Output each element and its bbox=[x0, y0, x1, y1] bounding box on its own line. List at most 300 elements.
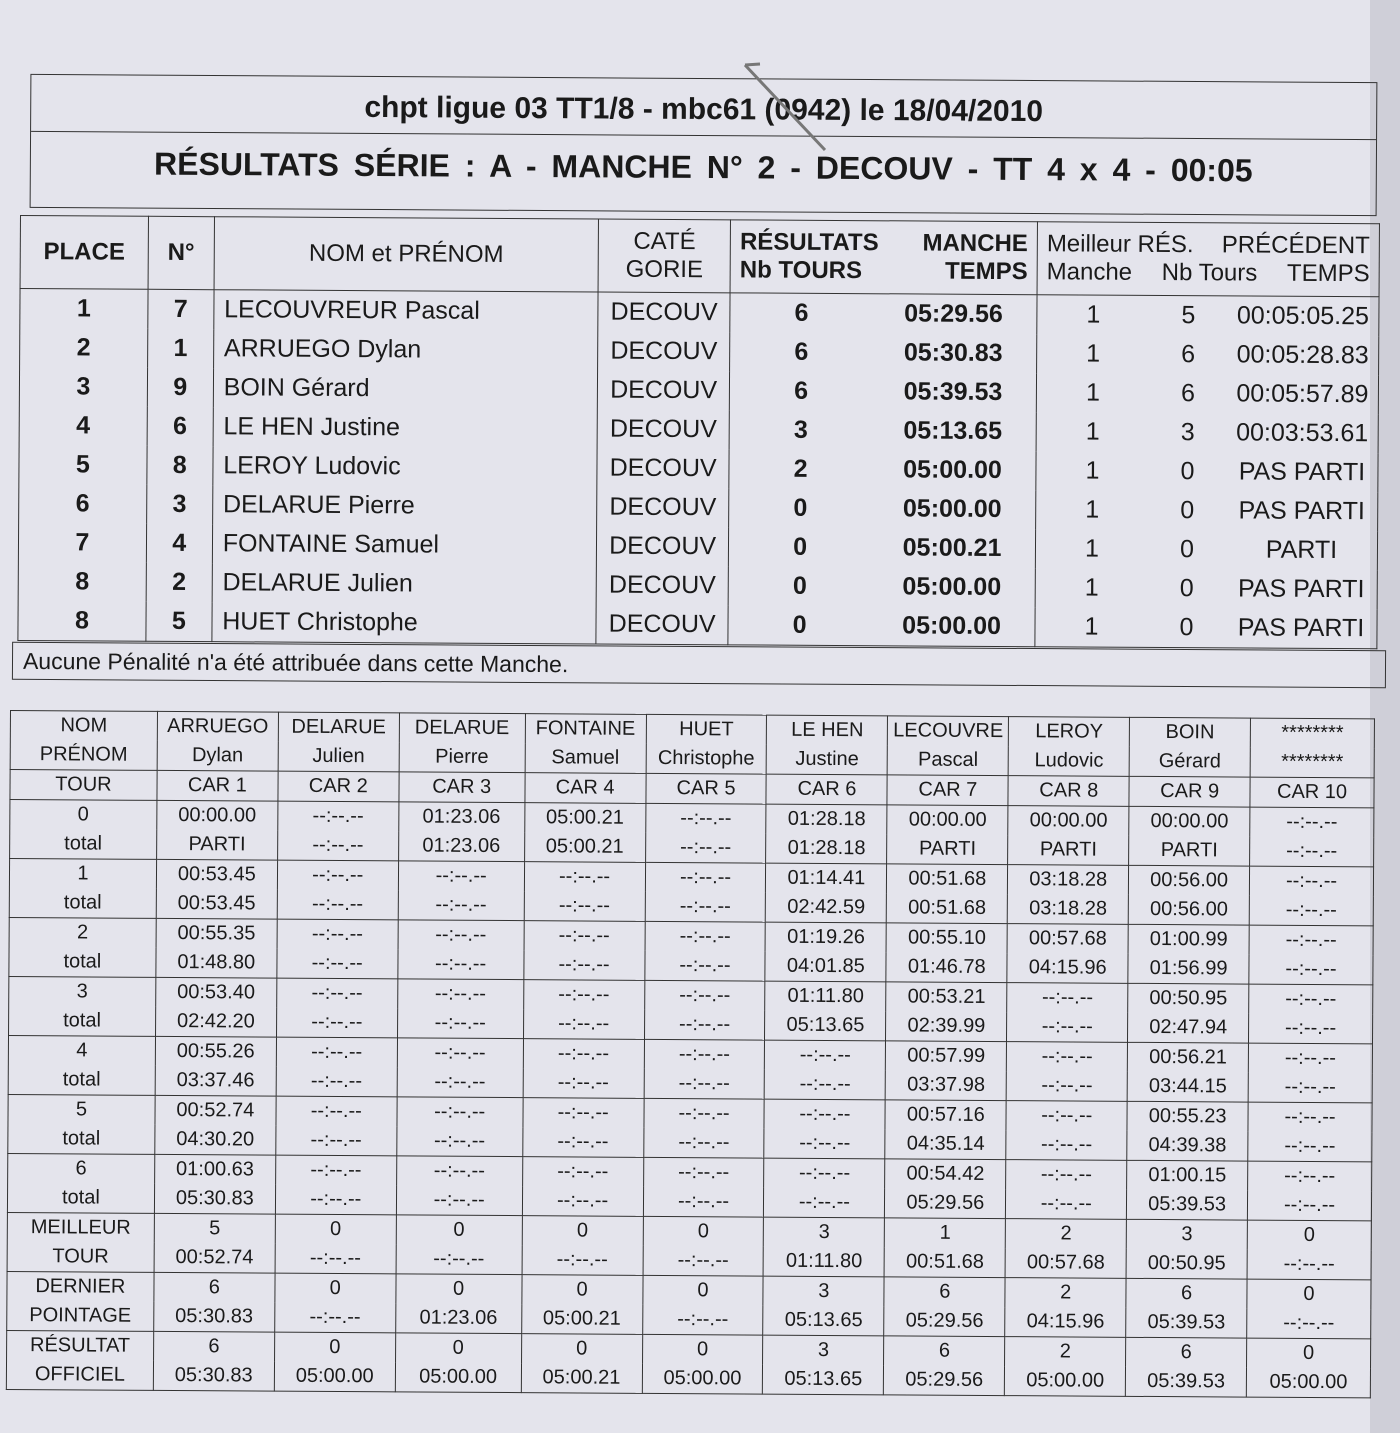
lap-time: 03:18.28 bbox=[1008, 865, 1129, 895]
total-time: --:--.-- bbox=[277, 890, 398, 920]
car-label: CAR 2 bbox=[278, 771, 399, 802]
car-label: CAR 4 bbox=[525, 773, 646, 804]
car-label: CAR 3 bbox=[399, 772, 525, 803]
total-time: 02:42.20 bbox=[155, 1007, 276, 1037]
summary-count: 0 bbox=[1247, 1338, 1371, 1368]
col-results-a: RÉSULTATS bbox=[739, 228, 879, 257]
summary-count: 6 bbox=[1126, 1337, 1247, 1367]
car-label: CAR 9 bbox=[1129, 776, 1250, 807]
lap-time: 01:23.06 bbox=[398, 802, 524, 832]
lap-time: --:--.-- bbox=[764, 1158, 885, 1188]
summary-count: 3 bbox=[764, 1217, 885, 1247]
category-cell: DECOUV bbox=[597, 449, 729, 489]
car-label: CAR 5 bbox=[646, 773, 767, 804]
summary-count: 0 bbox=[642, 1275, 763, 1305]
result-cell bbox=[729, 371, 1036, 412]
total-time: --:--.-- bbox=[645, 833, 766, 863]
summary-count: 6 bbox=[153, 1331, 274, 1361]
prev-time-value: 00:03:53.61 bbox=[1236, 418, 1369, 448]
lap-time: --:--.-- bbox=[645, 921, 766, 951]
total-time: 05:30.83 bbox=[154, 1184, 275, 1214]
lap-time: --:--.-- bbox=[1249, 984, 1373, 1014]
total-time: 02:47.94 bbox=[1128, 1013, 1249, 1043]
summary-count: 3 bbox=[1126, 1219, 1247, 1249]
category-cell: DECOUV bbox=[597, 488, 729, 528]
summary-time: 01:23.06 bbox=[395, 1303, 521, 1333]
total-time: --:--.-- bbox=[764, 1188, 885, 1218]
col-category-l1: CATÉ bbox=[633, 227, 696, 256]
total-label: total bbox=[9, 947, 156, 977]
lap-time: 01:11.80 bbox=[765, 981, 886, 1011]
summary-count: 0 bbox=[522, 1216, 643, 1246]
col-place: PLACE bbox=[20, 216, 148, 290]
summary-count: 0 bbox=[275, 1214, 396, 1244]
lap-time: 00:53.21 bbox=[886, 982, 1007, 1012]
name-cell: ARRUEGO Dylan bbox=[213, 329, 598, 370]
summary-label-1: DERNIER bbox=[7, 1271, 154, 1301]
prev-manche-value: 1 bbox=[1086, 339, 1101, 368]
summary-time: 04:15.96 bbox=[1005, 1307, 1126, 1337]
lap-time: 01:14.41 bbox=[766, 863, 887, 893]
place-cell: 8 bbox=[18, 601, 146, 641]
car-label: CAR 7 bbox=[887, 775, 1008, 806]
driver-prenom: Ludovic bbox=[1008, 746, 1129, 776]
driver-nom: LE HEN bbox=[767, 715, 888, 745]
total-time: --:--.-- bbox=[1249, 955, 1373, 985]
summary-time: --:--.-- bbox=[522, 1245, 643, 1275]
total-time: 05:13.65 bbox=[765, 1011, 886, 1041]
prev-manche-value: 1 bbox=[1084, 573, 1099, 602]
tours-value: 0 bbox=[792, 610, 807, 639]
summary-time: 05:00.00 bbox=[1246, 1368, 1370, 1398]
lap-time: --:--.-- bbox=[765, 1040, 886, 1070]
lap-time: --:--.-- bbox=[398, 920, 524, 950]
total-time: 01:28.18 bbox=[766, 834, 887, 864]
staple-icon bbox=[740, 60, 840, 160]
col-prev-temps: TEMPS bbox=[1286, 259, 1370, 288]
col-tours: Nb TOURS bbox=[739, 256, 863, 285]
lap-number: 1 bbox=[9, 859, 156, 889]
lap-time: 00:56.00 bbox=[1129, 865, 1250, 895]
col-previous bbox=[1037, 222, 1379, 297]
total-time: 02:42.59 bbox=[766, 893, 887, 923]
lap-time: --:--.-- bbox=[1007, 1042, 1128, 1072]
lap-time: 00:52.74 bbox=[155, 1095, 276, 1125]
driver-nom: BOIN bbox=[1129, 717, 1250, 747]
col-prev-a: Meilleur RÉS. bbox=[1046, 230, 1194, 259]
summary-count: 2 bbox=[1006, 1219, 1127, 1249]
place-cell: 3 bbox=[19, 367, 147, 407]
previous-cell bbox=[1037, 334, 1379, 375]
summary-time: 05:13.65 bbox=[763, 1365, 884, 1395]
summary-label-1: RÉSULTAT bbox=[7, 1330, 154, 1360]
lap-time: --:--.-- bbox=[524, 862, 645, 892]
prev-manche-value: 1 bbox=[1085, 417, 1100, 446]
lap-time: --:--.-- bbox=[1006, 1101, 1127, 1131]
prev-tours-value: 6 bbox=[1181, 340, 1196, 369]
total-time: --:--.-- bbox=[1006, 1071, 1127, 1101]
lap-time: 00:53.45 bbox=[156, 859, 277, 889]
total-time: 00:53.45 bbox=[156, 889, 277, 919]
driver-nom: FONTAINE bbox=[525, 714, 646, 744]
total-time: PARTI bbox=[1129, 836, 1250, 866]
prev-tours-value: 0 bbox=[1179, 613, 1194, 642]
prev-manche-value: 1 bbox=[1086, 300, 1101, 329]
lap-time: 00:00.00 bbox=[157, 800, 278, 830]
total-time: --:--.-- bbox=[397, 1067, 523, 1097]
lap-time: 01:19.26 bbox=[766, 922, 887, 952]
lap-time: 00:54.42 bbox=[885, 1159, 1006, 1189]
summary-time: 05:30.83 bbox=[153, 1361, 274, 1391]
lap-time: 00:55.26 bbox=[155, 1036, 276, 1066]
total-time: --:--.-- bbox=[396, 1185, 522, 1215]
prev-tours-value: 6 bbox=[1180, 379, 1195, 408]
total-time: --:--.-- bbox=[1247, 1191, 1371, 1221]
total-time: --:--.-- bbox=[523, 950, 644, 980]
summary-count: 0 bbox=[1247, 1279, 1371, 1309]
total-time: --:--.-- bbox=[277, 831, 398, 861]
summary-time: 00:51.68 bbox=[884, 1247, 1005, 1277]
lap-time: 00:57.68 bbox=[1007, 924, 1128, 954]
time-value: 05:30.83 bbox=[903, 338, 1003, 368]
summary-time: 05:00.21 bbox=[521, 1363, 642, 1393]
col-prev-tours: Nb Tours bbox=[1161, 258, 1258, 287]
lap-time: --:--.-- bbox=[398, 861, 524, 891]
lap-time: --:--.-- bbox=[396, 1156, 522, 1186]
lap-time: 01:00.15 bbox=[1127, 1160, 1248, 1190]
prev-time-value: PAS PARTI bbox=[1238, 496, 1366, 526]
total-time: 02:39.99 bbox=[886, 1011, 1007, 1041]
lap-times-table bbox=[6, 710, 1375, 1398]
lap-time: 00:55.35 bbox=[156, 918, 277, 948]
total-time: --:--.-- bbox=[276, 1067, 397, 1097]
prev-tours-value: 3 bbox=[1180, 418, 1195, 447]
result-row bbox=[18, 601, 1377, 649]
summary-time: 01:11.80 bbox=[764, 1247, 885, 1277]
driver-prenom: Pascal bbox=[887, 745, 1008, 775]
summary-count: 0 bbox=[521, 1334, 642, 1364]
lap-time: 00:55.10 bbox=[886, 923, 1007, 953]
total-time: --:--.-- bbox=[276, 1008, 397, 1038]
total-time: --:--.-- bbox=[397, 1126, 523, 1156]
summary-time: 05:00.00 bbox=[1005, 1366, 1126, 1396]
lap-time: --:--.-- bbox=[1248, 1043, 1372, 1073]
total-time: PARTI bbox=[1008, 835, 1129, 865]
col-temps: TEMPS bbox=[944, 257, 1028, 286]
total-time: 03:44.15 bbox=[1127, 1072, 1248, 1102]
name-cell: DELARUE Pierre bbox=[212, 485, 597, 526]
total-time: 04:15.96 bbox=[1007, 953, 1128, 983]
total-time: 05:39.53 bbox=[1127, 1190, 1248, 1220]
total-time: 01:23.06 bbox=[398, 831, 524, 861]
summary-count: 3 bbox=[763, 1335, 884, 1365]
penalty-note: Aucune Pénalité n'a été attribuée dans cette Manche. bbox=[12, 642, 1386, 688]
tours-value: 6 bbox=[794, 376, 809, 405]
number-cell: 2 bbox=[146, 563, 212, 602]
total-time: --:--.-- bbox=[397, 1008, 523, 1038]
lap-time: --:--.-- bbox=[523, 1098, 644, 1128]
lap-time: --:--.-- bbox=[645, 803, 766, 833]
title-divider bbox=[31, 131, 1376, 140]
time-value: 05:00.00 bbox=[903, 455, 1002, 485]
total-time: --:--.-- bbox=[643, 1187, 764, 1217]
lap-time: 00:55.23 bbox=[1127, 1101, 1248, 1131]
total-time: --:--.-- bbox=[644, 1010, 765, 1040]
total-time: 04:01.85 bbox=[765, 952, 886, 982]
car-label: CAR 8 bbox=[1008, 776, 1129, 807]
category-cell: DECOUV bbox=[596, 605, 728, 645]
lap-time: --:--.-- bbox=[277, 919, 398, 949]
number-cell: 3 bbox=[146, 485, 212, 524]
prev-tours-value: 5 bbox=[1181, 301, 1196, 330]
lap-time: 00:56.21 bbox=[1128, 1042, 1249, 1072]
driver-prenom: Pierre bbox=[399, 742, 525, 772]
number-cell: 8 bbox=[147, 446, 213, 485]
tours-value: 6 bbox=[794, 337, 809, 366]
total-time: 01:48.80 bbox=[156, 948, 277, 978]
time-value: 05:00.00 bbox=[902, 494, 1002, 524]
total-time: PARTI bbox=[887, 834, 1008, 864]
summary-time: --:--.-- bbox=[642, 1305, 763, 1335]
tours-value: 0 bbox=[793, 532, 808, 561]
summary-count: 6 bbox=[884, 1336, 1005, 1366]
time-value: 05:00.00 bbox=[902, 611, 1002, 640]
lap-time: --:--.-- bbox=[275, 1155, 396, 1185]
lap-number: 6 bbox=[8, 1153, 155, 1183]
lap-time: --:--.-- bbox=[277, 860, 398, 890]
car-label: CAR 6 bbox=[766, 774, 887, 805]
previous-cell bbox=[1035, 568, 1377, 609]
driver-nom: HUET bbox=[646, 714, 767, 744]
category-cell: DECOUV bbox=[598, 332, 730, 372]
title-box bbox=[30, 74, 1378, 216]
summary-time: 05:00.21 bbox=[521, 1304, 642, 1334]
summary-time: 05:00.00 bbox=[642, 1364, 763, 1394]
total-time: --:--.-- bbox=[275, 1185, 396, 1215]
total-time: 05:00.21 bbox=[524, 832, 645, 862]
total-time: 05:29.56 bbox=[885, 1188, 1006, 1218]
prev-manche-value: 1 bbox=[1085, 456, 1100, 485]
lap-time: --:--.-- bbox=[643, 1157, 764, 1187]
prev-time-value: PAS PARTI bbox=[1237, 613, 1365, 643]
lap-time: --:--.-- bbox=[276, 1037, 397, 1067]
time-value: 05:39.53 bbox=[903, 377, 1003, 407]
category-cell: DECOUV bbox=[596, 566, 728, 606]
time-value: 05:13.65 bbox=[903, 416, 1003, 446]
previous-cell bbox=[1036, 490, 1378, 531]
total-time: --:--.-- bbox=[522, 1186, 643, 1216]
total-label: total bbox=[10, 829, 157, 859]
summary-time: 05:39.53 bbox=[1126, 1308, 1247, 1338]
col-prev-b: PRÉCÉDENT bbox=[1221, 231, 1370, 260]
previous-cell bbox=[1037, 295, 1379, 337]
result-cell bbox=[729, 449, 1036, 490]
summary-time: 05:00.00 bbox=[395, 1362, 521, 1392]
total-time: --:--.-- bbox=[1248, 1132, 1372, 1162]
result-cell bbox=[730, 293, 1037, 334]
series-title: RÉSULTATS SÉRIE : A - MANCHE N° 2 - DECOUV - TT 4 x 4 - 00:05 bbox=[153, 145, 1253, 189]
lap-time: 00:57.99 bbox=[886, 1041, 1007, 1071]
driver-prenom: Julien bbox=[278, 742, 399, 772]
total-time: PARTI bbox=[156, 830, 277, 860]
tours-value: 0 bbox=[792, 571, 807, 600]
lap-time: --:--.-- bbox=[276, 978, 397, 1008]
lap-time: --:--.-- bbox=[1248, 1102, 1372, 1132]
lap-time: --:--.-- bbox=[523, 980, 644, 1010]
lap-time: 05:00.21 bbox=[524, 803, 645, 833]
category-cell: DECOUV bbox=[597, 527, 729, 567]
driver-nom: DELARUE bbox=[399, 713, 525, 743]
lap-time: --:--.-- bbox=[522, 1157, 643, 1187]
category-cell: DECOUV bbox=[598, 292, 730, 332]
total-time: 01:56.99 bbox=[1128, 954, 1249, 984]
driver-prenom: Justine bbox=[767, 745, 888, 775]
label-prenom: PRÉNOM bbox=[10, 740, 157, 770]
driver-nom: DELARUE bbox=[278, 712, 399, 742]
total-time: --:--.-- bbox=[523, 1068, 644, 1098]
total-label: total bbox=[8, 1065, 155, 1095]
summary-time: 05:29.56 bbox=[884, 1365, 1005, 1395]
driver-prenom: Gérard bbox=[1129, 747, 1250, 777]
lap-time: --:--.-- bbox=[1250, 807, 1374, 837]
previous-cell bbox=[1035, 529, 1377, 570]
lap-time: --:--.-- bbox=[644, 980, 765, 1010]
total-time: --:--.-- bbox=[524, 891, 645, 921]
total-time: 04:35.14 bbox=[885, 1129, 1006, 1159]
name-cell: FONTAINE Samuel bbox=[212, 524, 597, 565]
total-time: 04:39.38 bbox=[1127, 1131, 1248, 1161]
prev-time-value: 00:05:28.83 bbox=[1236, 340, 1369, 370]
total-time: 03:37.98 bbox=[885, 1070, 1006, 1100]
category-cell: DECOUV bbox=[597, 410, 729, 450]
total-time: --:--.-- bbox=[398, 949, 524, 979]
summary-count: 0 bbox=[396, 1215, 522, 1245]
total-time: 03:37.46 bbox=[155, 1066, 276, 1096]
result-cell bbox=[729, 527, 1036, 568]
summary-count: 0 bbox=[1247, 1220, 1371, 1250]
summary-label-2: OFFICIEL bbox=[6, 1360, 153, 1390]
total-time: --:--.-- bbox=[764, 1129, 885, 1159]
number-cell: 4 bbox=[146, 524, 212, 563]
name-cell: LEROY Ludovic bbox=[213, 446, 598, 487]
summary-time: --:--.-- bbox=[1247, 1250, 1371, 1280]
number-cell: 6 bbox=[147, 407, 213, 446]
number-cell: 1 bbox=[147, 329, 213, 368]
total-label: total bbox=[8, 1124, 155, 1154]
summary-count: 1 bbox=[885, 1218, 1006, 1248]
lap-time: --:--.-- bbox=[397, 979, 523, 1009]
summary-label-2: POINTAGE bbox=[7, 1301, 154, 1331]
total-time: --:--.-- bbox=[1006, 1130, 1127, 1160]
lap-time: --:--.-- bbox=[276, 1096, 397, 1126]
lap-number: 4 bbox=[8, 1035, 155, 1065]
lap-number: 0 bbox=[10, 800, 157, 830]
total-time: 00:51.68 bbox=[887, 893, 1008, 923]
total-time: --:--.-- bbox=[644, 951, 765, 981]
summary-count: 3 bbox=[763, 1276, 884, 1306]
lap-time: --:--.-- bbox=[644, 1039, 765, 1069]
total-time: --:--.-- bbox=[398, 890, 524, 920]
lap-time: --:--.-- bbox=[645, 862, 766, 892]
prev-tours-value: 0 bbox=[1179, 574, 1194, 603]
summary-label-1: MEILLEUR bbox=[7, 1212, 154, 1242]
summary-time: --:--.-- bbox=[275, 1244, 396, 1274]
lap-time: 00:53.40 bbox=[156, 977, 277, 1007]
event-title: chpt ligue 03 TT1/8 - mbc61 (0942) le 18/04/2010 bbox=[364, 90, 1044, 129]
prev-manche-value: 1 bbox=[1085, 378, 1100, 407]
car-label: CAR 1 bbox=[157, 770, 278, 801]
summary-count: 6 bbox=[1126, 1278, 1247, 1308]
total-time: --:--.-- bbox=[1248, 1073, 1372, 1103]
lap-time: --:--.-- bbox=[1248, 1161, 1372, 1191]
lap-time: 00:00.00 bbox=[1129, 806, 1250, 836]
lap-time: 00:50.95 bbox=[1128, 983, 1249, 1013]
summary-time: --:--.-- bbox=[396, 1244, 522, 1274]
summary-time: 05:30.83 bbox=[154, 1302, 275, 1332]
total-time: --:--.-- bbox=[1006, 1189, 1127, 1219]
total-time: --:--.-- bbox=[1250, 837, 1374, 867]
time-value: 05:29.56 bbox=[904, 299, 1003, 329]
place-cell: 4 bbox=[19, 406, 147, 446]
lap-time: --:--.-- bbox=[1006, 1160, 1127, 1190]
number-cell: 7 bbox=[148, 289, 214, 329]
total-time: --:--.-- bbox=[277, 949, 398, 979]
lap-time: 00:00.00 bbox=[887, 805, 1008, 835]
summary-count: 0 bbox=[643, 1216, 764, 1246]
summary-count: 0 bbox=[395, 1333, 521, 1363]
col-prev-manche: Manche bbox=[1046, 258, 1133, 286]
previous-cell bbox=[1036, 373, 1378, 414]
summary-time: --:--.-- bbox=[643, 1246, 764, 1276]
lap-number: 2 bbox=[9, 917, 156, 947]
result-cell bbox=[729, 488, 1036, 529]
summary-time: --:--.-- bbox=[275, 1303, 396, 1333]
label-nom: NOM bbox=[10, 711, 157, 741]
summary-count: 2 bbox=[1005, 1337, 1126, 1367]
label-tour: TOUR bbox=[10, 770, 157, 801]
tours-value: 0 bbox=[793, 493, 808, 522]
place-cell: 5 bbox=[19, 445, 147, 485]
col-name: NOM et PRÉNOM bbox=[214, 217, 599, 292]
total-time: --:--.-- bbox=[276, 1126, 397, 1156]
summary-count: 0 bbox=[274, 1332, 395, 1362]
prev-time-value: 00:05:57.89 bbox=[1236, 379, 1369, 409]
lap-time: 00:57.16 bbox=[885, 1100, 1006, 1130]
lap-time: --:--.-- bbox=[1249, 925, 1373, 955]
previous-cell bbox=[1036, 451, 1378, 492]
name-cell: LECOUVREUR Pascal bbox=[214, 290, 599, 332]
lap-time: --:--.-- bbox=[523, 1039, 644, 1069]
total-time: --:--.-- bbox=[765, 1070, 886, 1100]
summary-count: 6 bbox=[884, 1277, 1005, 1307]
lap-time: --:--.-- bbox=[397, 1097, 523, 1127]
driver-nom: LEROY bbox=[1009, 717, 1130, 747]
prev-time-value: PARTI bbox=[1265, 535, 1338, 565]
lap-number: 3 bbox=[9, 976, 156, 1006]
previous-cell bbox=[1036, 412, 1378, 453]
prev-tours-value: 0 bbox=[1180, 496, 1195, 525]
car-label: CAR 10 bbox=[1250, 777, 1374, 808]
total-time: 03:18.28 bbox=[1008, 894, 1129, 924]
summary-count: 6 bbox=[154, 1272, 275, 1302]
summary-count: 0 bbox=[275, 1273, 396, 1303]
total-time: --:--.-- bbox=[522, 1127, 643, 1157]
place-cell: 2 bbox=[20, 328, 148, 368]
name-cell: LE HEN Justine bbox=[213, 407, 598, 448]
name-cell: BOIN Gérard bbox=[213, 368, 598, 409]
tours-value: 2 bbox=[793, 454, 808, 483]
total-time: --:--.-- bbox=[1007, 1012, 1128, 1042]
